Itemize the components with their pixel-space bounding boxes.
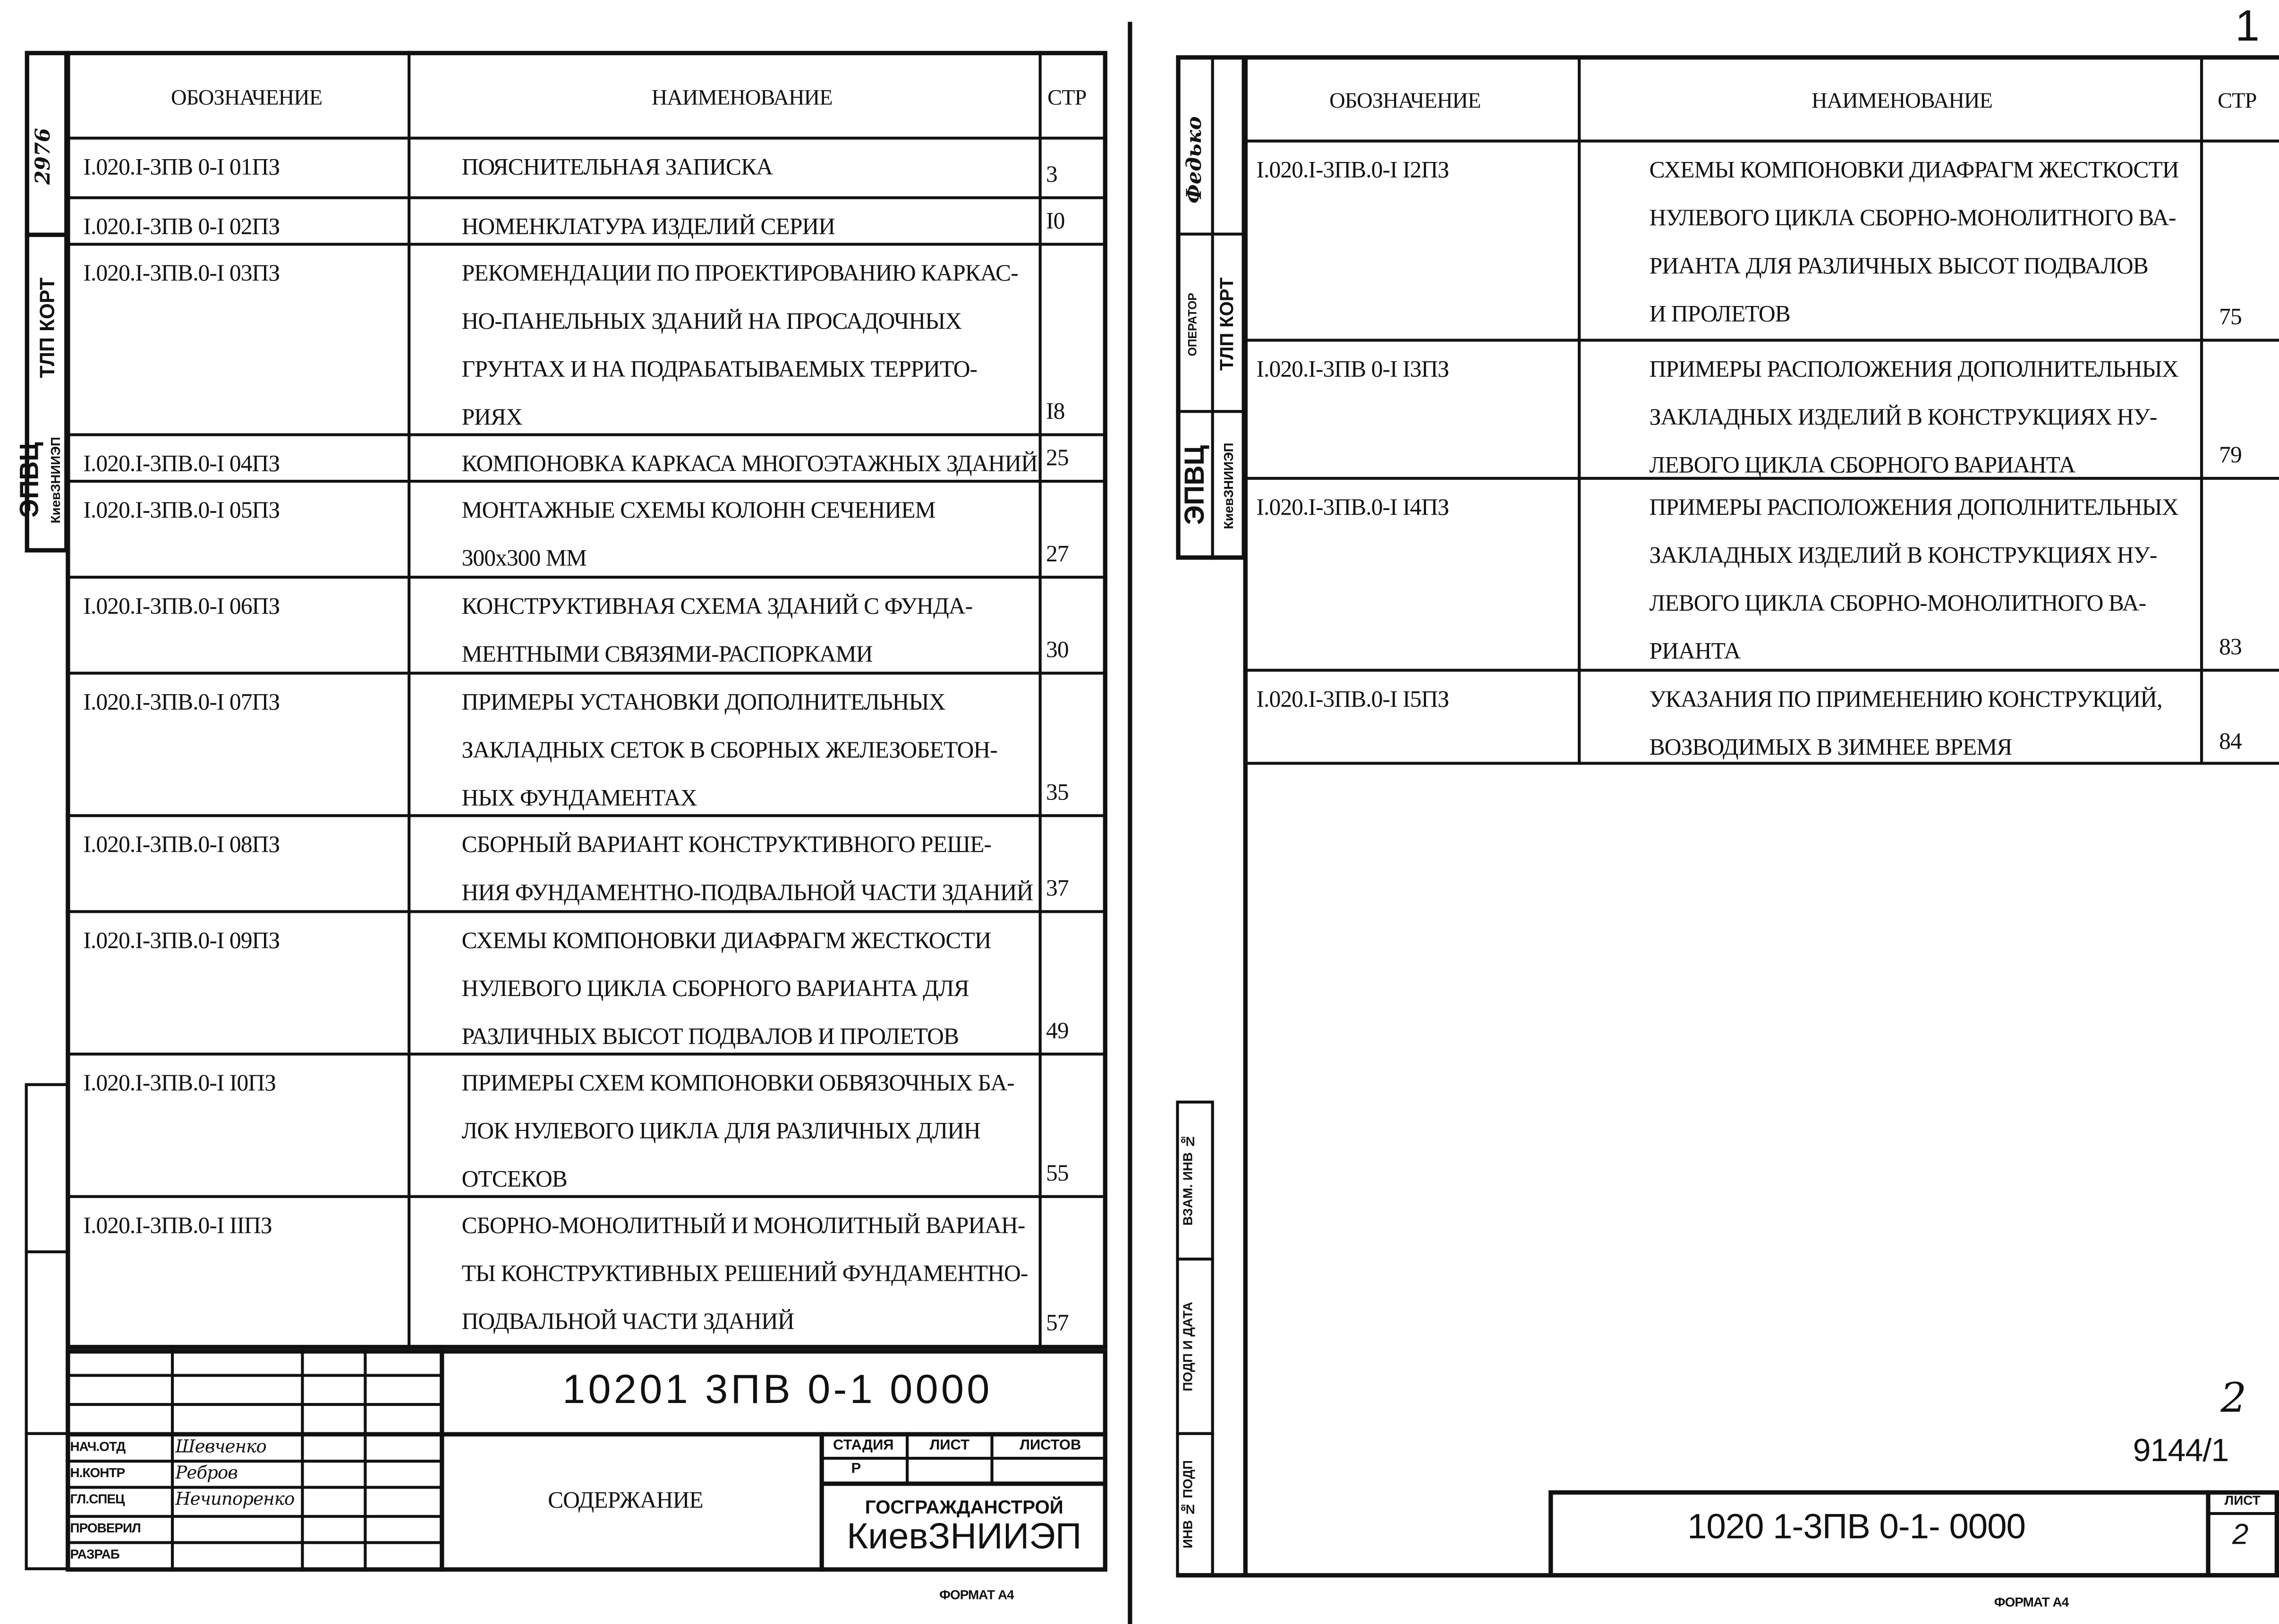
row-code: I.020.I-3ПВ.0-I 03ПЗ (83, 262, 280, 287)
role-label: Н.КОНТР (70, 1465, 125, 1480)
right-doc-code: 1020 1-3ПВ 0-1- 0000 (1687, 1507, 2026, 1547)
right-header-page: СТР (2218, 90, 2257, 114)
row-name-line: ВОЗВОДИМЫХ В ЗИМНЕЕ ВРЕМЯ (1649, 735, 2012, 761)
right-side-label-top: ТЛП КОРТ (1215, 277, 1238, 371)
left-title-text: СОДЕРЖАНИЕ (548, 1488, 703, 1514)
row-name-line: ПРИМЕРЫ РАСПОЛОЖЕНИЯ ДОПОЛНИТЕЛЬНЫХ (1649, 357, 2178, 383)
row-name-line: ПРИМЕРЫ РАСПОЛОЖЕНИЯ ДОПОЛНИТЕЛЬНЫХ (1649, 495, 2178, 521)
role-label: ПРОВЕРИЛ (70, 1521, 141, 1536)
row-page: 27 (1046, 542, 1069, 567)
row-code: I.020.I-3ПВ.0-I 09ПЗ (83, 929, 280, 954)
row-name-line: КОНСТРУКТИВНАЯ СХЕМА ЗДАНИЙ С ФУНДА- (461, 595, 973, 620)
org-top: ГОСГРАЖДАНСТРОЙ (865, 1496, 1063, 1518)
row-name-line: ПРИМЕРЫ СХЕМ КОМПОНОВКИ ОБВЯЗОЧНЫХ БА- (461, 1071, 1014, 1097)
row-name-line: ПОДВАЛЬНОЙ ЧАСТИ ЗДАНИЙ (461, 1309, 794, 1335)
row-page: 37 (1046, 876, 1069, 901)
left-header-page: СТР (1047, 87, 1087, 111)
role-label: РАЗРАБ (70, 1547, 119, 1562)
right-side-signature: Федько (1183, 116, 1207, 204)
side-label-podp-data: ПОДП И ДАТА (1180, 1301, 1195, 1391)
row-name-line: ЗАКЛАДНЫХ ИЗДЕЛИЙ В КОНСТРУКЦИЯХ НУ- (1649, 405, 2157, 431)
row-name-line: ПРИМЕРЫ УСТАНОВКИ ДОПОЛНИТЕЛЬНЫХ (461, 690, 945, 715)
row-name-line: РЕКОМЕНДАЦИИ ПО ПРОЕКТИРОВАНИЮ КАРКАС- (461, 262, 1018, 287)
row-page: 84 (2219, 730, 2242, 755)
row-code: I.020.I-3ПВ.0-I 07ПЗ (83, 690, 280, 715)
row-name-line: ЗАКЛАДНЫХ ИЗДЕЛИЙ В КОНСТРУКЦИЯХ НУ- (1649, 544, 2157, 569)
row-name-line: ЛОК НУЛЕВОГО ЦИКЛА ДЛЯ РАЗЛИЧНЫХ ДЛИН (461, 1119, 980, 1145)
row-code: I.020.I-3ПВ 0-I 01ПЗ (83, 155, 280, 180)
row-name-line: И ПРОЛЕТОВ (1649, 302, 1790, 327)
row-name-line: ЛЕВОГО ЦИКЛА СБОРНОГО ВАРИАНТА (1649, 453, 2075, 478)
role-name: Ребров (175, 1462, 238, 1483)
left-side-label-big: ЭПВЦ (14, 442, 44, 518)
row-name-line: 300x300 ММ (461, 546, 587, 571)
row-page: 83 (2219, 635, 2242, 660)
stage-label: СТАДИЯ (833, 1437, 894, 1454)
side-label-inv-podp: ИНВ № ПОДП (1180, 1461, 1195, 1549)
row-name-line: РАЗЛИЧНЫХ ВЫСОТ ПОДВАЛОВ И ПРОЛЕТОВ (461, 1025, 959, 1050)
row-name-line: НЫХ ФУНДАМЕНТАХ (461, 786, 697, 811)
row-code: I.020.I-3ПВ 0-I I3ПЗ (1256, 357, 1449, 383)
row-name-line: ТЫ КОНСТРУКТИВНЫХ РЕШЕНИЙ ФУНДАМЕНТНО- (461, 1262, 1028, 1287)
row-name-line: ЛЕВОГО ЦИКЛА СБОРНО-МОНОЛИТНОГО ВА- (1649, 592, 2146, 617)
row-name-line: СХЕМЫ КОМПОНОВКИ ДИАФРАГМ ЖЕСТКОСТИ (1649, 158, 2179, 183)
org-main: КиевЗНИИЭП (847, 1516, 1082, 1557)
row-page: 57 (1046, 1311, 1069, 1336)
role-name: Шевченко (175, 1436, 266, 1457)
left-side-label-small: КиевЗНИИЭП (48, 436, 63, 523)
archive-number: 9144/1 (2133, 1432, 2229, 1469)
row-code: I.020.I-3ПВ.0-I 06ПЗ (83, 595, 280, 620)
left-doc-code: 10201 3ПВ 0-1 0000 (562, 1367, 993, 1412)
row-name-line: ЗАКЛАДНЫХ СЕТОК В СБОРНЫХ ЖЕЛЕЗОБЕТОН- (461, 739, 997, 764)
row-code: I.020.I-3ПВ.0-I I0ПЗ (83, 1071, 276, 1097)
row-page: 55 (1046, 1161, 1069, 1187)
row-name-line: СБОРНЫЙ ВАРИАНТ КОНСТРУКТИВНОГО РЕШЕ- (461, 833, 991, 858)
row-name-line: НИЯ ФУНДАМЕНТНО-ПОДВАЛЬНОЙ ЧАСТИ ЗДАНИЙ (461, 881, 1033, 906)
row-page: 3 (1046, 162, 1057, 188)
row-name-line: МЕНТНЫМИ СВЯЗЯМИ-РАСПОРКАМИ (461, 642, 873, 668)
row-page: 25 (1046, 446, 1069, 471)
row-name-line: ГРУНТАХ И НА ПОДРАБАТЫВАЕМЫХ ТЕРРИТО- (461, 357, 978, 383)
row-name-line: РИАНТА (1649, 639, 1741, 665)
row-name-line: РИЯХ (461, 405, 522, 431)
row-name-line: НУЛЕВОГО ЦИКЛА СБОРНО-МОНОЛИТНОГО ВА- (1649, 206, 2176, 231)
row-code: I.020.I-3ПВ.0-I 05ПЗ (83, 499, 280, 524)
row-code: I.020.I-3ПВ.0-I I4ПЗ (1256, 495, 1449, 521)
row-code: I.020.I-3ПВ.0-I I5ПЗ (1256, 688, 1449, 713)
sheets-label: ЛИСТОВ (1020, 1437, 1081, 1454)
left-side-signature: 2976 (32, 128, 56, 185)
left-side-label-top: ТЛП КОРТ (35, 277, 59, 378)
corner-number: 1 (2235, 3, 2259, 51)
handwritten-sheet-number: 2 (2220, 1374, 2246, 1422)
left-header-name: НАИМЕНОВАНИЕ (651, 87, 833, 111)
role-label: НАЧ.ОТД (70, 1439, 126, 1454)
row-page: I0 (1046, 209, 1065, 234)
role-label: ГЛ.СПЕЦ (70, 1491, 125, 1506)
row-name-line: НОМЕНКЛАТУРА ИЗДЕЛИЙ СЕРИИ (461, 215, 835, 240)
row-code: I.020.I-3ПВ.0-I 08ПЗ (83, 833, 280, 858)
right-header-code: ОБОЗНАЧЕНИЕ (1329, 90, 1481, 114)
right-side-label-small: КиевЗНИИЭП (1221, 442, 1236, 529)
row-name-line: РИАНТА ДЛЯ РАЗЛИЧНЫХ ВЫСОТ ПОДВАЛОВ (1649, 254, 2148, 280)
row-name-line: МОНТАЖНЫЕ СХЕМЫ КОЛОНН СЕЧЕНИЕМ (461, 499, 935, 524)
row-name-line: НО-ПАНЕЛЬНЫХ ЗДАНИЙ НА ПРОСАДОЧНЫХ (461, 309, 962, 335)
side-label-vzam: ВЗАМ. ИНВ № (1180, 1134, 1195, 1226)
right-format-label: ФОРМАТ А4 (1994, 1595, 2069, 1610)
row-name-line: СБОРНО-МОНОЛИТНЫЙ И МОНОЛИТНЫЙ ВАРИАН- (461, 1214, 1025, 1239)
row-code: I.020.I-3ПВ 0-I 02ПЗ (83, 215, 280, 240)
right-side-label-big: ЭПВЦ (1180, 445, 1211, 526)
right-sheet-label: ЛИСТ (2224, 1493, 2261, 1508)
sheet-label: ЛИСТ (929, 1437, 970, 1454)
row-code: I.020.I-3ПВ.0-I 04ПЗ (83, 452, 280, 477)
row-page: I8 (1046, 400, 1065, 425)
row-code: I.020.I-3ПВ.0-I I2ПЗ (1256, 158, 1449, 183)
row-code: I.020.I-3ПВ.0-I IIПЗ (83, 1214, 272, 1239)
right-header-name: НАИМЕНОВАНИЕ (1811, 90, 1993, 114)
row-name-line: ОТСЕКОВ (461, 1167, 567, 1192)
left-header-code: ОБОЗНАЧЕНИЕ (170, 87, 323, 111)
left-format-label: ФОРМАТ А4 (939, 1588, 1014, 1602)
row-page: 30 (1046, 638, 1069, 663)
row-name-line: ПОЯСНИТЕЛЬНАЯ ЗАПИСКА (461, 155, 773, 180)
right-side-label-operator: ОПЕРАТОР (1186, 292, 1199, 356)
row-page: 79 (2219, 443, 2242, 468)
role-name: Нечипоренко (175, 1488, 295, 1509)
row-name-line: УКАЗАНИЯ ПО ПРИМЕНЕНИЮ КОНСТРУКЦИЙ, (1649, 688, 2162, 713)
stage-value: Р (851, 1461, 861, 1478)
row-name-line: НУЛЕВОГО ЦИКЛА СБОРНОГО ВАРИАНТА ДЛЯ (461, 977, 969, 1002)
right-sheet-value: 2 (2232, 1519, 2248, 1552)
row-divider (1243, 669, 2279, 672)
row-page: 35 (1046, 781, 1069, 806)
row-page: 75 (2219, 305, 2242, 330)
row-page: 49 (1046, 1019, 1069, 1044)
row-name-line: СХЕМЫ КОМПОНОВКИ ДИАФРАГМ ЖЕСТКОСТИ (461, 929, 991, 954)
row-name-line: КОМПОНОВКА КАРКАСА МНОГОЭТАЖНЫХ ЗДАНИЙ (461, 452, 1037, 477)
row-divider (1243, 339, 2279, 341)
